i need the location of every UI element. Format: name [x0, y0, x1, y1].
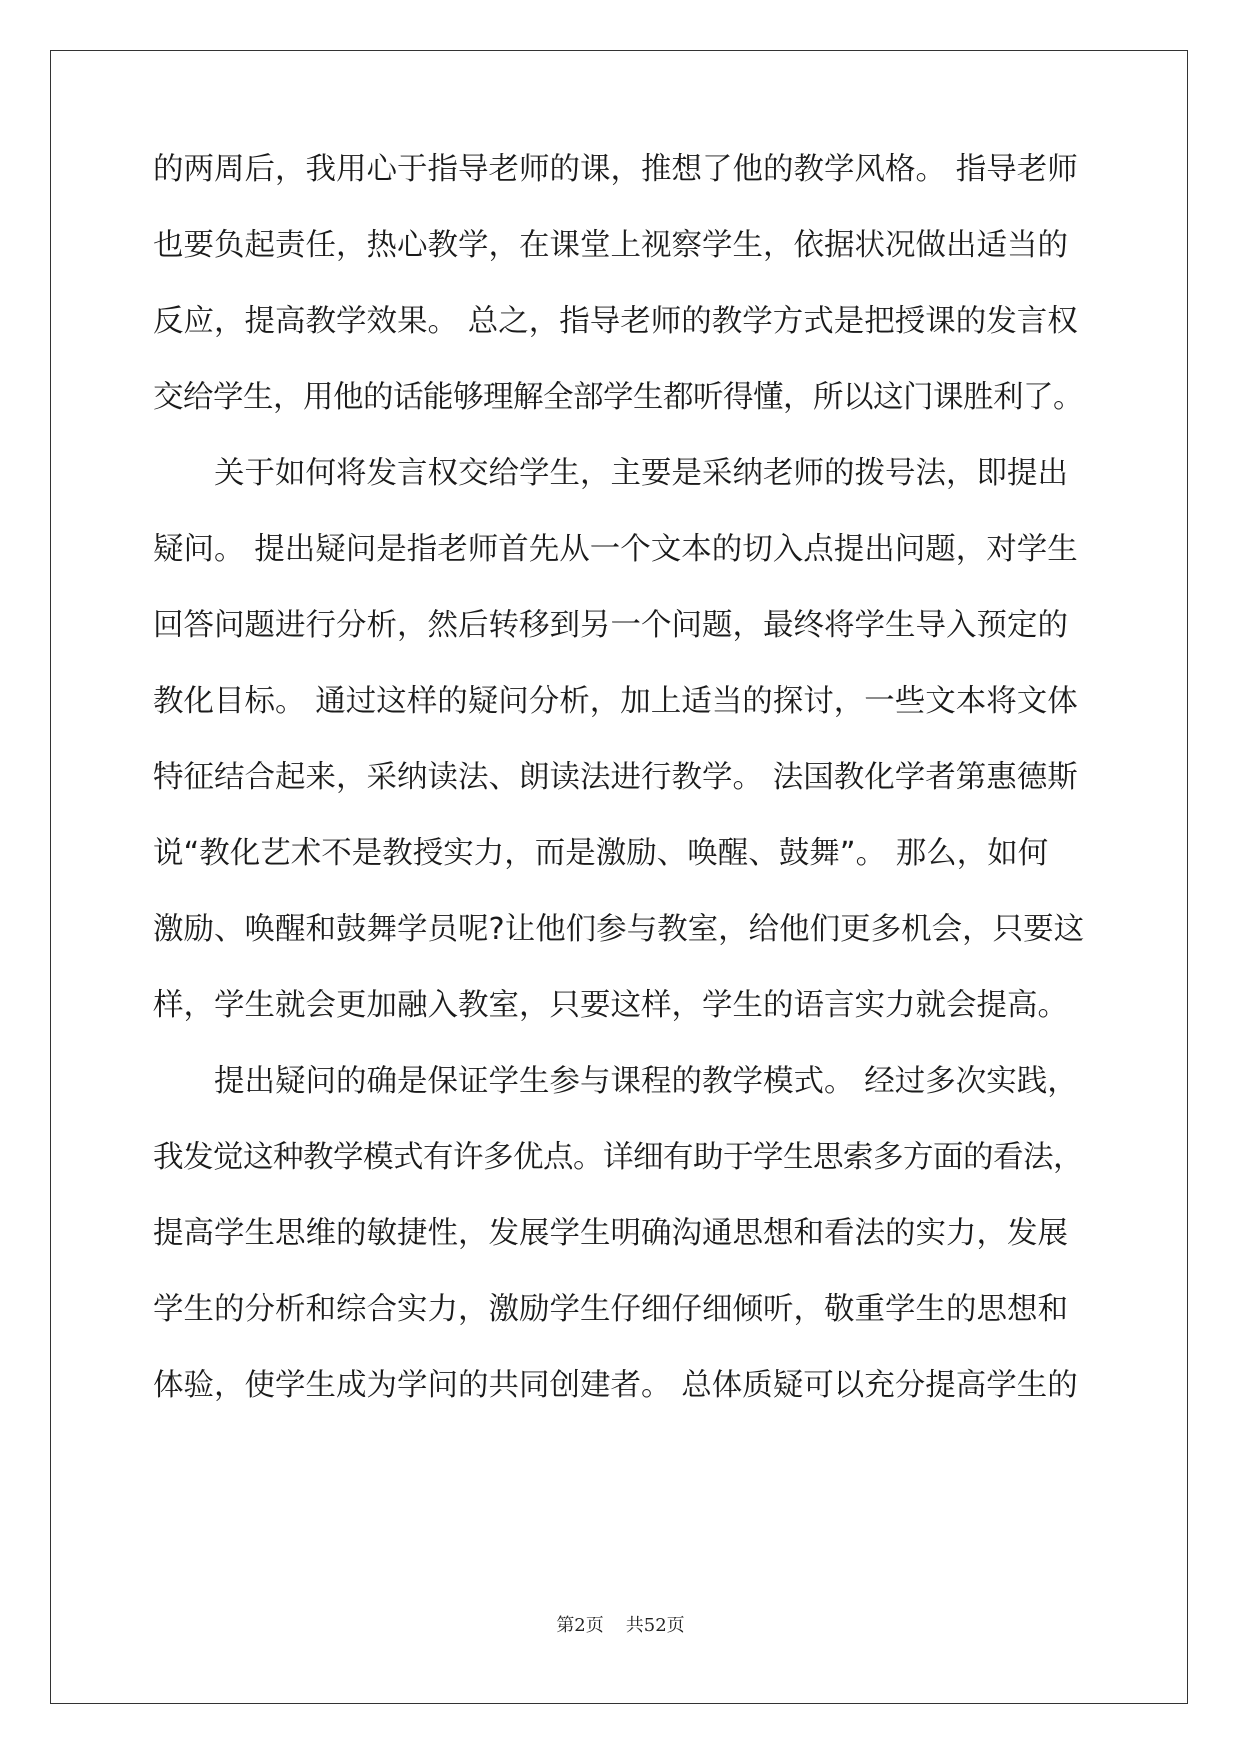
- paragraph-3-first-line: 提出疑问的确是保证学生参与课程的教学模式。 经过多次实践，: [214, 1064, 1078, 1099]
- body-line-2: 也要负起责任，热心教学，在课堂上视察学生，依据状况做出适当的: [153, 228, 1068, 263]
- body-line-17: 体验，使学生成为学问的共同创建者。 总体质疑可以充分提高学生的: [153, 1368, 1078, 1403]
- body-line-16: 学生的分析和综合实力，激励学生仔细仔细倾听，敬重学生的思想和: [153, 1292, 1068, 1327]
- body-line-6: 疑问。 提出疑问是指老师首先从一个文本的切入点提出问题，对学生: [153, 532, 1078, 567]
- paragraph-2-first-line: 关于如何将发言权交给学生，主要是采纳老师的拨号法，即提出: [214, 456, 1068, 491]
- body-line-10: 说“教化艺术不是教授实力，而是激励、唤醒、鼓舞”。 那么，如何: [153, 836, 1049, 871]
- body-line-14: 我发觉这种教学模式有许多优点。详细有助于学生思索多方面的看法，: [153, 1140, 1083, 1175]
- body-line-1: 的两周后，我用心于指导老师的课，推想了他的教学风格。 指导老师: [153, 152, 1078, 187]
- body-line-8: 教化目标。 通过这样的疑问分析，加上适当的探讨，一些文本将文体: [153, 684, 1078, 719]
- body-line-11: 激励、唤醒和鼓舞学员呢?让他们参与教室，给他们更多机会，只要这: [153, 912, 1085, 947]
- body-line-9: 特征结合起来，采纳读法、朗读法进行教学。 法国教化学者第惠德斯: [153, 760, 1078, 795]
- body-line-15: 提高学生思维的敏捷性，发展学生明确沟通思想和看法的实力，发展: [153, 1216, 1068, 1251]
- body-line-3: 反应，提高教学效果。 总之，指导老师的教学方式是把授课的发言权: [153, 304, 1078, 339]
- body-line-4: 交给学生，用他的话能够理解全部学生都听得懂，所以这门课胜利了。: [153, 380, 1083, 415]
- page-footer: [0, 1614, 1241, 1638]
- page-total: 共52页: [625, 1615, 685, 1636]
- body-line-12: 样，学生就会更加融入教室，只要这样，学生的语言实力就会提高。: [153, 988, 1068, 1023]
- body-line-7: 回答问题进行分析，然后转移到另一个问题，最终将学生导入预定的: [153, 608, 1068, 643]
- page-number: 第2页: [556, 1615, 604, 1636]
- page-border: [50, 50, 1188, 1704]
